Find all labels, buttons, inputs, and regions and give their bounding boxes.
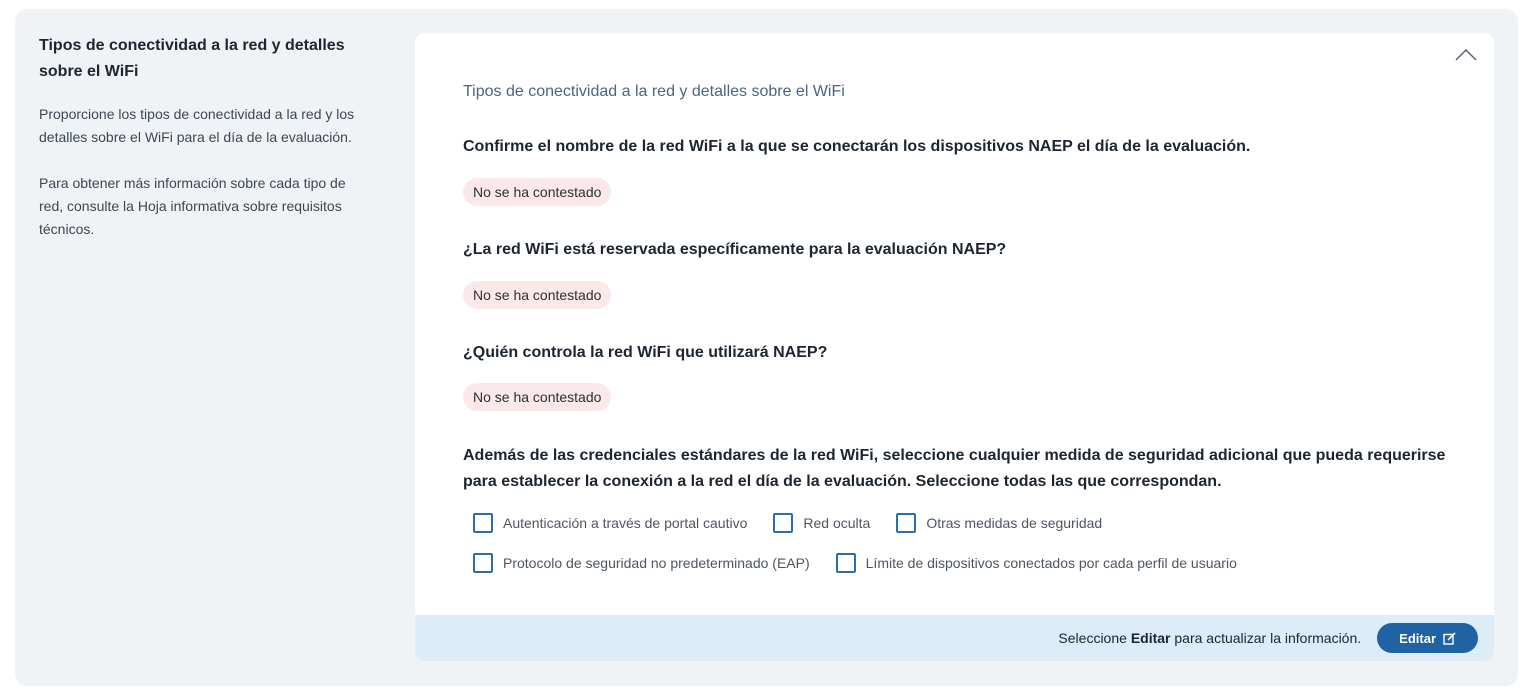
card-heading: Tipos de conectividad a la red y detalles sobre el WiFi bbox=[463, 83, 845, 100]
checkbox-row-2 bbox=[473, 553, 1263, 573]
status-badge: No se ha contestado bbox=[463, 281, 611, 309]
option-label: Autenticación a través de portal cautivo bbox=[503, 515, 748, 531]
option-captive-portal[interactable] bbox=[473, 513, 747, 533]
checkbox[interactable] bbox=[836, 553, 856, 573]
details-card bbox=[415, 33, 1494, 661]
option-hidden-network[interactable] bbox=[773, 513, 870, 533]
status-badge: No se ha contestado bbox=[463, 178, 611, 206]
edit-icon bbox=[1443, 632, 1456, 645]
option-label: Otras medidas de seguridad bbox=[926, 515, 1103, 531]
help-paragraph-2: Para obtener más información sobre cada tipo de red, consulte la Hoja informativa sobre requisitos técnicos. bbox=[39, 175, 346, 237]
question-wifi-name: Confirme el nombre de la red WiFi a la que se conectarán los dispositivos NAEP el día de la evaluación. bbox=[463, 138, 1251, 155]
option-other-security[interactable] bbox=[896, 513, 1102, 533]
edit-button[interactable] bbox=[1377, 623, 1478, 653]
question-wifi-reserved: ¿La red WiFi está reservada específicamente para la evaluación NAEP? bbox=[463, 241, 1007, 258]
footer-text-prefix: Seleccione bbox=[1058, 630, 1127, 646]
option-eap-protocol[interactable] bbox=[473, 553, 810, 573]
section-title: Tipos de conectividad a la red y detalles sobre el WiFi bbox=[39, 37, 345, 80]
question-security-measures: Además de las credenciales estándares de la red WiFi, seleccione cualquier medida de seguridad adicional que pueda requerirse para establecer la conexión a la red el día de la evaluación. Seleccione todas las que correspondan. bbox=[463, 447, 1446, 490]
checkbox[interactable] bbox=[473, 513, 493, 533]
section-description bbox=[39, 33, 369, 241]
option-label: Protocolo de seguridad no predeterminado (EAP) bbox=[503, 555, 810, 571]
option-label: Límite de dispositivos conectados por cada perfil de usuario bbox=[865, 555, 1237, 571]
chevron-up-icon bbox=[1455, 49, 1477, 61]
footer-hint bbox=[1058, 630, 1361, 646]
status-badge: No se ha contestado bbox=[463, 383, 611, 411]
question-wifi-controller: ¿Quién controla la red WiFi que utilizará NAEP? bbox=[463, 344, 828, 361]
section-help-text bbox=[39, 103, 369, 241]
collapse-button[interactable] bbox=[1454, 47, 1478, 63]
option-device-limit[interactable] bbox=[836, 553, 1237, 573]
card-footer bbox=[415, 615, 1494, 661]
checkbox[interactable] bbox=[896, 513, 916, 533]
help-paragraph-1: Proporcione los tipos de conectividad a la red y los detalles sobre el WiFi para el día de la evaluación. bbox=[39, 106, 355, 145]
checkbox-row-1 bbox=[473, 513, 1128, 533]
footer-text-suffix: para actualizar la información. bbox=[1174, 630, 1362, 646]
checkbox[interactable] bbox=[473, 553, 493, 573]
option-label: Red oculta bbox=[803, 515, 871, 531]
footer-text-bold: Editar bbox=[1130, 630, 1171, 646]
section-panel bbox=[15, 9, 1518, 686]
checkbox[interactable] bbox=[773, 513, 793, 533]
edit-button-label: Editar bbox=[1399, 630, 1436, 646]
